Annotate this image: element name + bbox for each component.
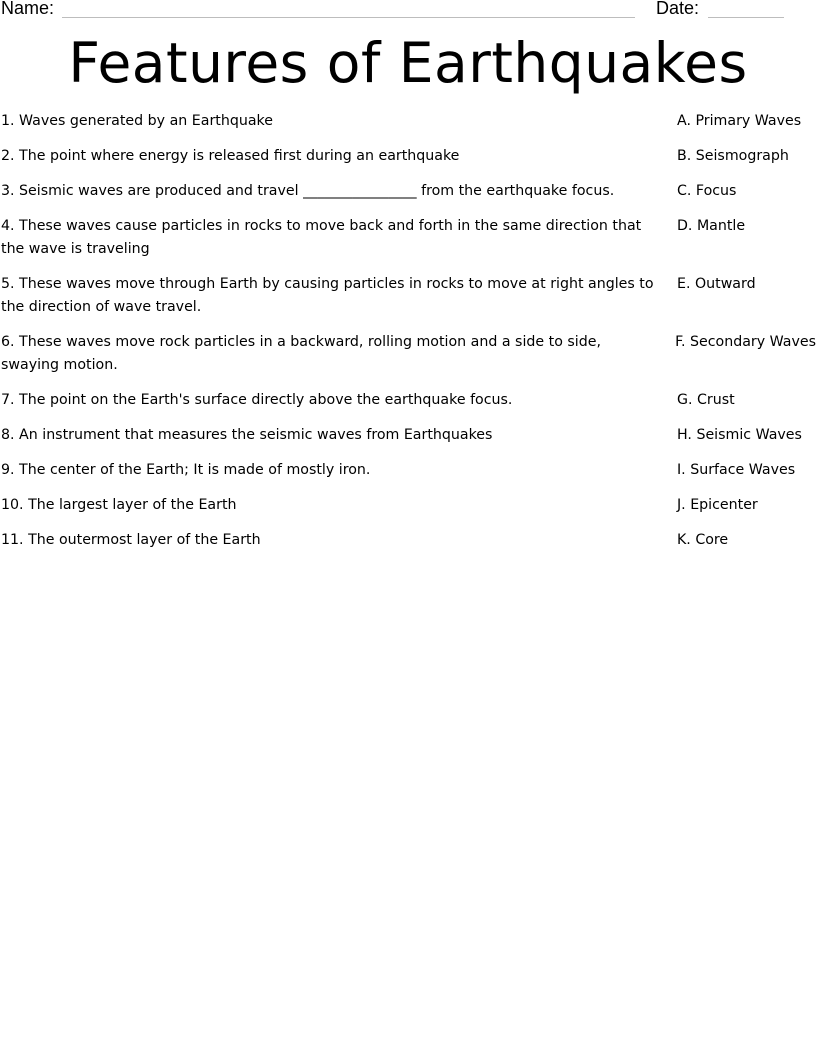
answer-choice: E. Outward [677, 276, 756, 292]
matching-row [0, 389, 816, 412]
matching-row [0, 273, 816, 319]
matching-row [0, 180, 816, 203]
answer-choice: H. Seismic Waves [677, 427, 802, 443]
question-text: 4. These waves cause particles in rocks to move back and forth in the same direction that the wave is traveling [1, 218, 642, 257]
matching-row [0, 110, 816, 133]
answer-choice: D. Mantle [677, 218, 746, 234]
date-label: Date: [656, 0, 700, 18]
name-label: Name: [1, 0, 55, 18]
answer-choice: A. Primary Waves [677, 113, 802, 129]
question-text: 3. Seismic waves are produced and travel ________________ from the earthquake focus. [1, 183, 615, 199]
answer-choice: C. Focus [677, 183, 737, 199]
question-text: 7. The point on the Earth's surface directly above the earthquake focus. [1, 392, 513, 408]
question-text: 1. Waves generated by an Earthquake [1, 113, 273, 129]
matching-row [0, 215, 816, 261]
answer-choice: B. Seismograph [677, 148, 789, 164]
matching-row [0, 529, 816, 552]
worksheet-title: Features of Earthquakes [68, 31, 748, 95]
answer-choice: G. Crust [677, 392, 735, 408]
answer-choice: K. Core [677, 532, 729, 548]
question-text: 2. The point where energy is released first during an earthquake [1, 148, 460, 164]
matching-items [0, 110, 816, 564]
matching-row [0, 459, 816, 482]
answer-choice: I. Surface Waves [677, 462, 796, 478]
name-blank-line [62, 17, 635, 18]
matching-row [0, 331, 816, 377]
matching-row [0, 424, 816, 447]
question-text: 11. The outermost layer of the Earth [1, 532, 261, 548]
answer-choice: J. Epicenter [677, 497, 758, 513]
date-blank-line [708, 17, 784, 18]
matching-row [0, 494, 816, 517]
matching-row [0, 145, 816, 168]
question-text: 10. The largest layer of the Earth [1, 497, 237, 513]
question-text: 5. These waves move through Earth by causing particles in rocks to move at right angles to the direction of wave travel. [1, 276, 654, 315]
worksheet-header [0, 0, 816, 24]
question-text: 8. An instrument that measures the seismic waves from Earthquakes [1, 427, 493, 443]
question-text: 9. The center of the Earth; It is made of mostly iron. [1, 462, 371, 478]
answer-choice: F. Secondary Waves [675, 334, 816, 350]
question-text: 6. These waves move rock particles in a backward, rolling motion and a side to side, swaying motion. [1, 334, 601, 373]
